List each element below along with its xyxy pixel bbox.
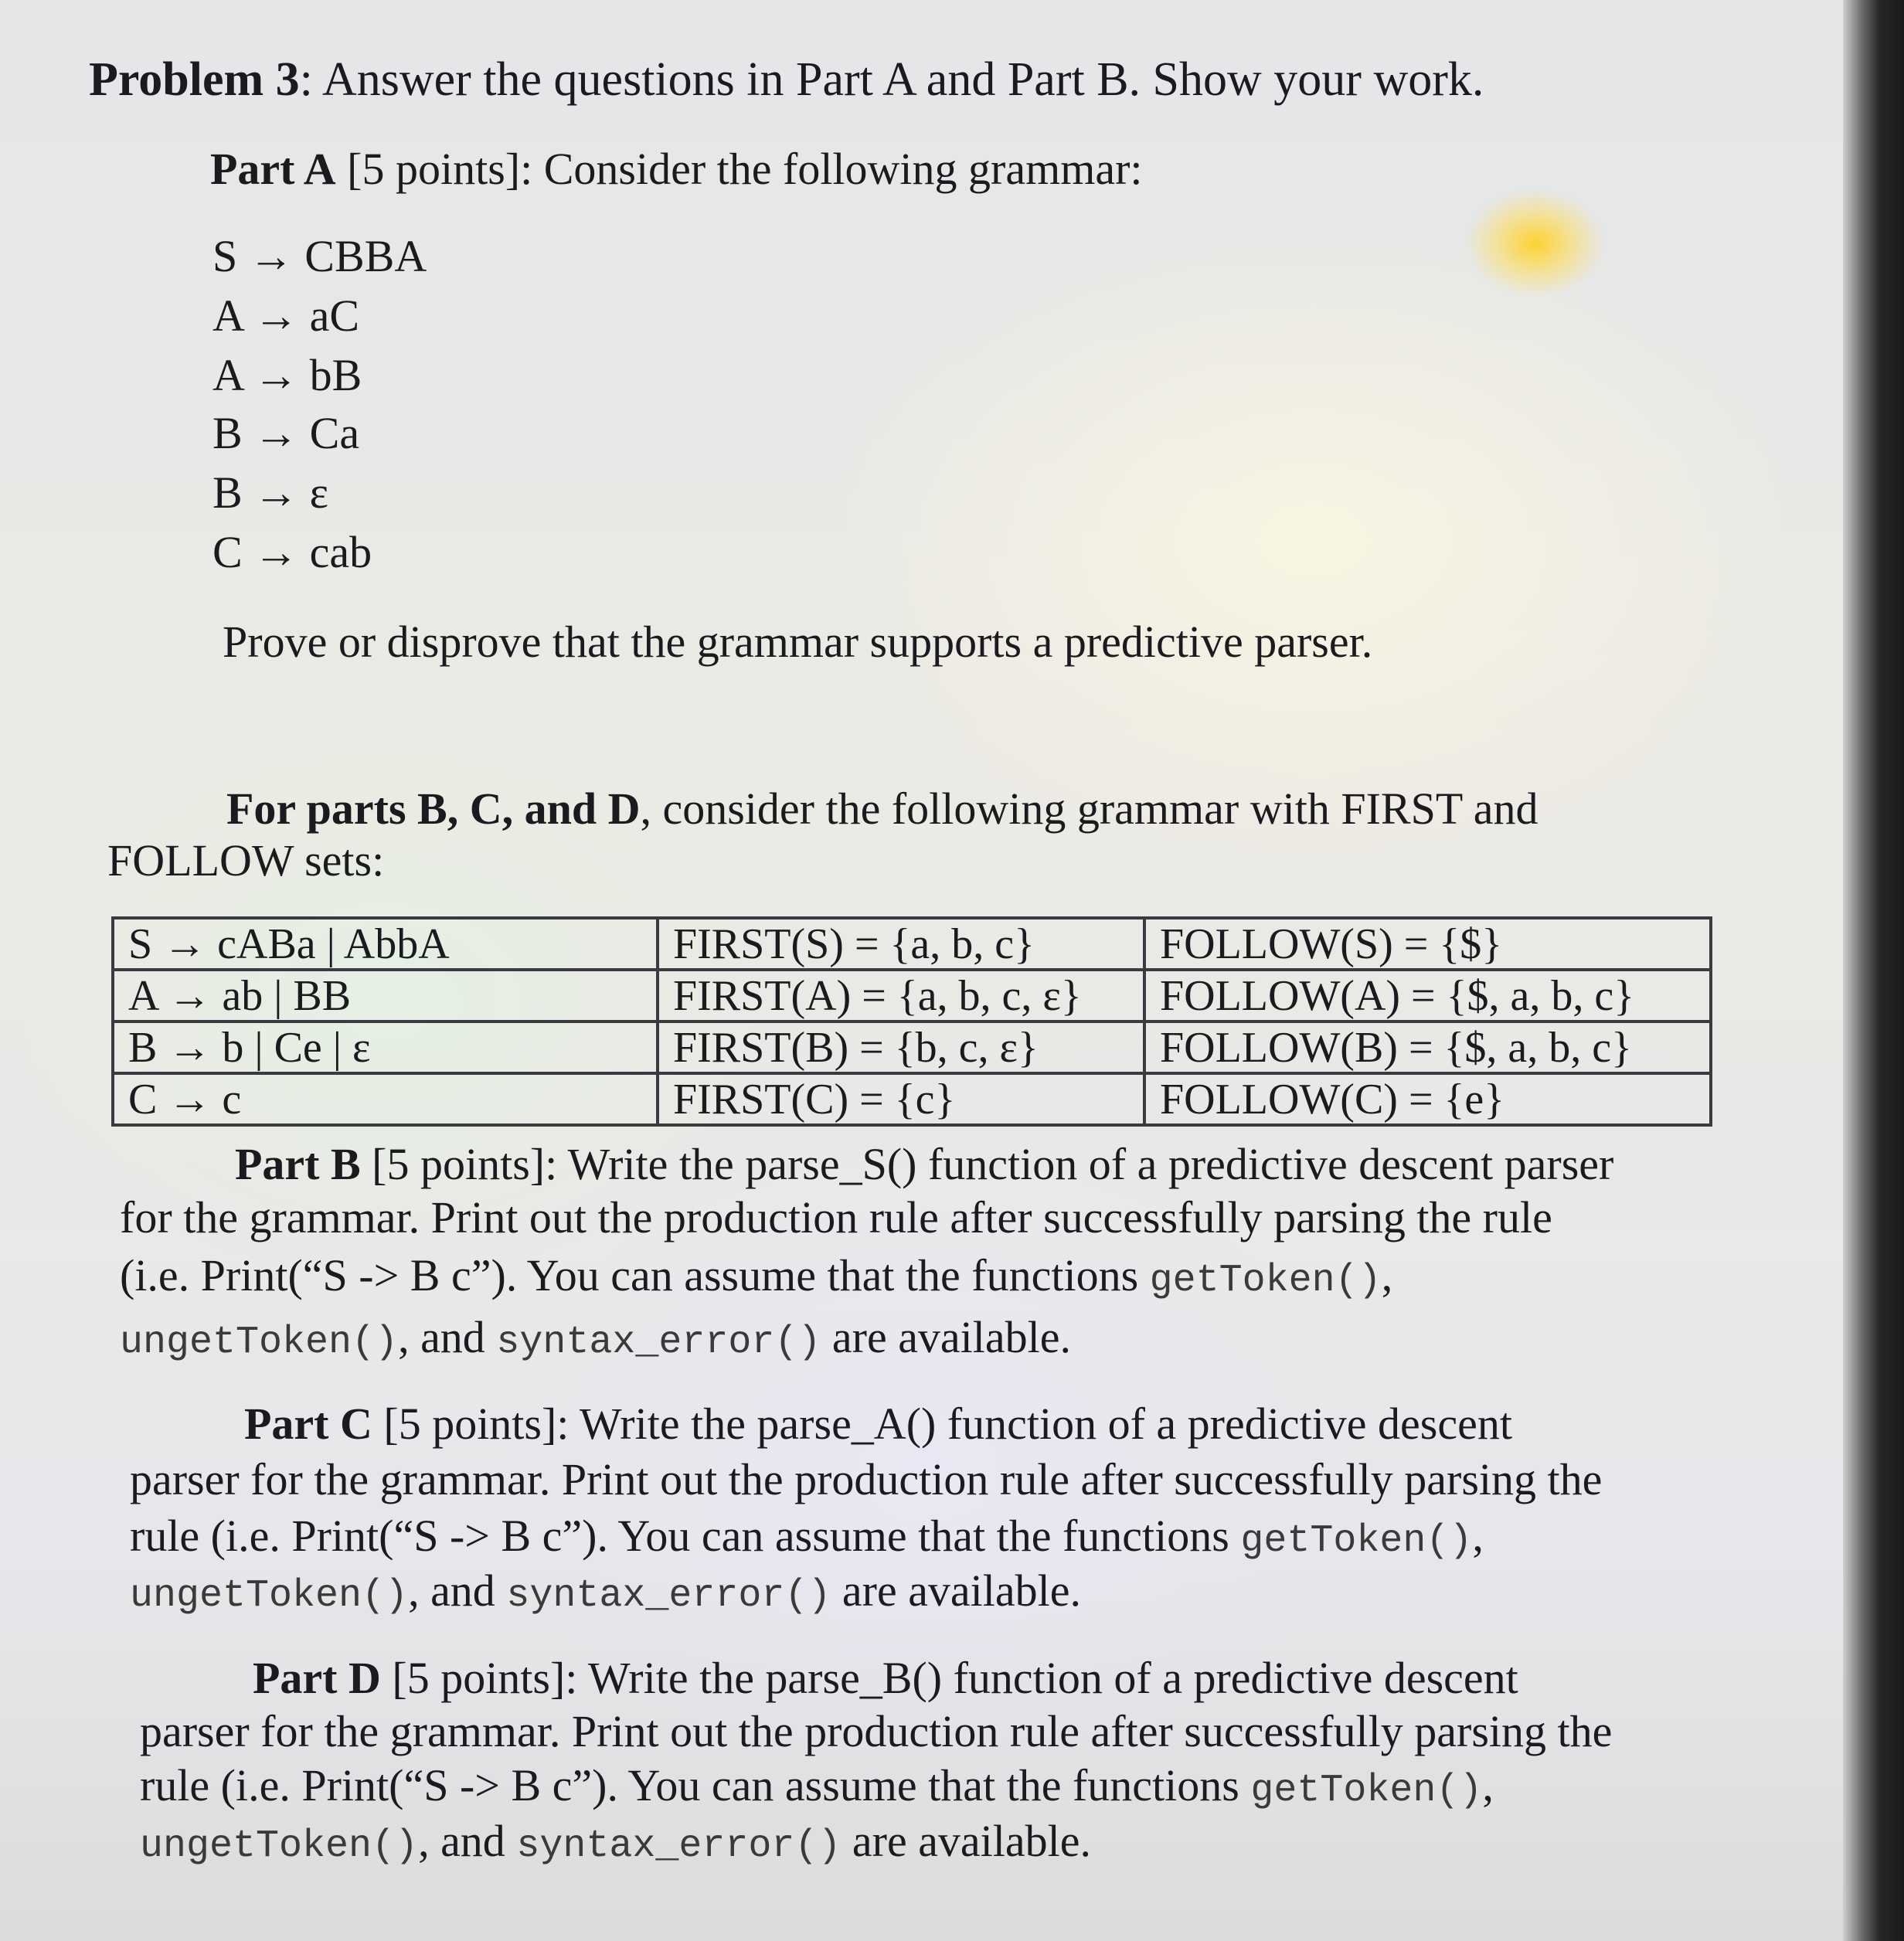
title-bold: Problem 3 <box>89 53 300 106</box>
production-cell: C → c <box>113 1073 658 1125</box>
follow-cell: FOLLOW(C) = {e} <box>1144 1073 1711 1125</box>
grammar-rule: C → cab <box>212 527 372 577</box>
code-gettoken: getToken() <box>1240 1519 1473 1563</box>
part-d-text: rule (i.e. Print(“S -> B c”). You can assume that the functions <box>140 1760 1251 1810</box>
part-b-line-4 <box>120 1312 1072 1365</box>
part-a-question: Prove or disprove that the grammar supports a predictive parser. <box>223 617 1373 667</box>
part-b-text: [5 points]: Write the parse_S() function of a predictive descent parser <box>360 1139 1614 1189</box>
table-row <box>113 1021 1711 1073</box>
code-ungettoken: ungetToken() <box>120 1321 399 1365</box>
code-gettoken: getToken() <box>1250 1769 1483 1813</box>
available-text: are available. <box>841 1816 1092 1866</box>
problem-title <box>89 53 1484 106</box>
first-cell: FIRST(B) = {b, c, ε} <box>658 1021 1144 1073</box>
code-gettoken: getToken() <box>1149 1259 1382 1303</box>
and-text: , and <box>418 1816 517 1866</box>
table-row <box>113 918 1711 970</box>
follow-cell: FOLLOW(A) = {$, a, b, c} <box>1144 970 1711 1021</box>
part-d-line-4 <box>140 1816 1092 1868</box>
grammar-rule: A → aC <box>212 291 360 341</box>
follow-cell: FOLLOW(B) = {$, a, b, c} <box>1144 1021 1711 1073</box>
intro-line-1 <box>226 784 1538 834</box>
part-d-line-2: parser for the grammar. Print out the production rule after successfully parsing the <box>140 1706 1613 1756</box>
part-a-heading <box>210 144 1143 194</box>
production-cell: B → b | Ce | ε <box>113 1021 658 1073</box>
part-a-label: Part A <box>210 144 336 194</box>
intro-bold: For parts B, C, and D <box>226 784 641 834</box>
first-cell: FIRST(S) = {a, b, c} <box>658 918 1144 970</box>
part-a-text: [5 points]: Consider the following grammar: <box>335 144 1143 194</box>
part-b-line-1 <box>235 1139 1614 1189</box>
production-cell: S → cABa | AbbA <box>113 918 658 970</box>
part-b-line-2: for the grammar. Print out the production rule after successfully parsing the rule <box>120 1192 1552 1242</box>
code-ungettoken: ungetToken() <box>130 1574 409 1618</box>
part-d-line-3 <box>140 1760 1494 1813</box>
comma: , <box>1472 1511 1484 1561</box>
grammar-rule: A → bB <box>212 350 362 400</box>
part-c-line-2: parser for the grammar. Print out the production rule after successfully parsing the <box>130 1454 1603 1504</box>
intro-line-2: FOLLOW sets: <box>107 835 385 886</box>
first-cell: FIRST(C) = {c} <box>658 1073 1144 1125</box>
part-b-label: Part B <box>235 1139 361 1189</box>
table-row <box>113 1073 1711 1125</box>
intro-rest: , consider the following grammar with FIRST and <box>640 784 1538 834</box>
table-row <box>113 970 1711 1021</box>
part-b-line-3 <box>120 1250 1393 1303</box>
code-ungettoken: ungetToken() <box>140 1824 419 1868</box>
title-rest: : Answer the questions in Part A and Part B. Show your work. <box>299 53 1484 106</box>
comma: , <box>1482 1760 1494 1810</box>
monitor-bezel <box>1843 0 1904 1941</box>
follow-cell: FOLLOW(S) = {$} <box>1144 918 1711 970</box>
and-text: , and <box>408 1565 507 1616</box>
first-follow-table <box>111 916 1712 1127</box>
part-c-line-3 <box>130 1511 1484 1563</box>
production-cell: A → ab | BB <box>113 970 658 1021</box>
grammar-rule: B → ε <box>212 467 329 518</box>
part-c-label: Part C <box>244 1399 372 1449</box>
and-text: , and <box>398 1312 497 1362</box>
part-c-text: rule (i.e. Print(“S -> B c”). You can assume that the functions <box>130 1511 1241 1561</box>
part-d-line-1 <box>253 1653 1518 1703</box>
part-d-text: [5 points]: Write the parse_B() function of a predictive descent <box>380 1653 1518 1703</box>
code-syntax-error: syntax_error() <box>516 1824 842 1868</box>
part-b-text: (i.e. Print(“S -> B c”). You can assume that the functions <box>120 1250 1150 1300</box>
part-c-line-1 <box>244 1399 1512 1449</box>
available-text: are available. <box>831 1565 1082 1616</box>
code-syntax-error: syntax_error() <box>506 1574 831 1618</box>
grammar-rule: S → CBBA <box>212 231 427 281</box>
grammar-rule: B → Ca <box>212 408 360 458</box>
first-cell: FIRST(A) = {a, b, c, ε} <box>658 970 1144 1021</box>
part-d-label: Part D <box>253 1653 381 1703</box>
comma: , <box>1381 1250 1393 1300</box>
code-syntax-error: syntax_error() <box>496 1321 821 1365</box>
available-text: are available. <box>821 1312 1072 1362</box>
part-c-text: [5 points]: Write the parse_A() function of a predictive descent <box>372 1399 1512 1449</box>
part-c-line-4 <box>130 1565 1082 1618</box>
